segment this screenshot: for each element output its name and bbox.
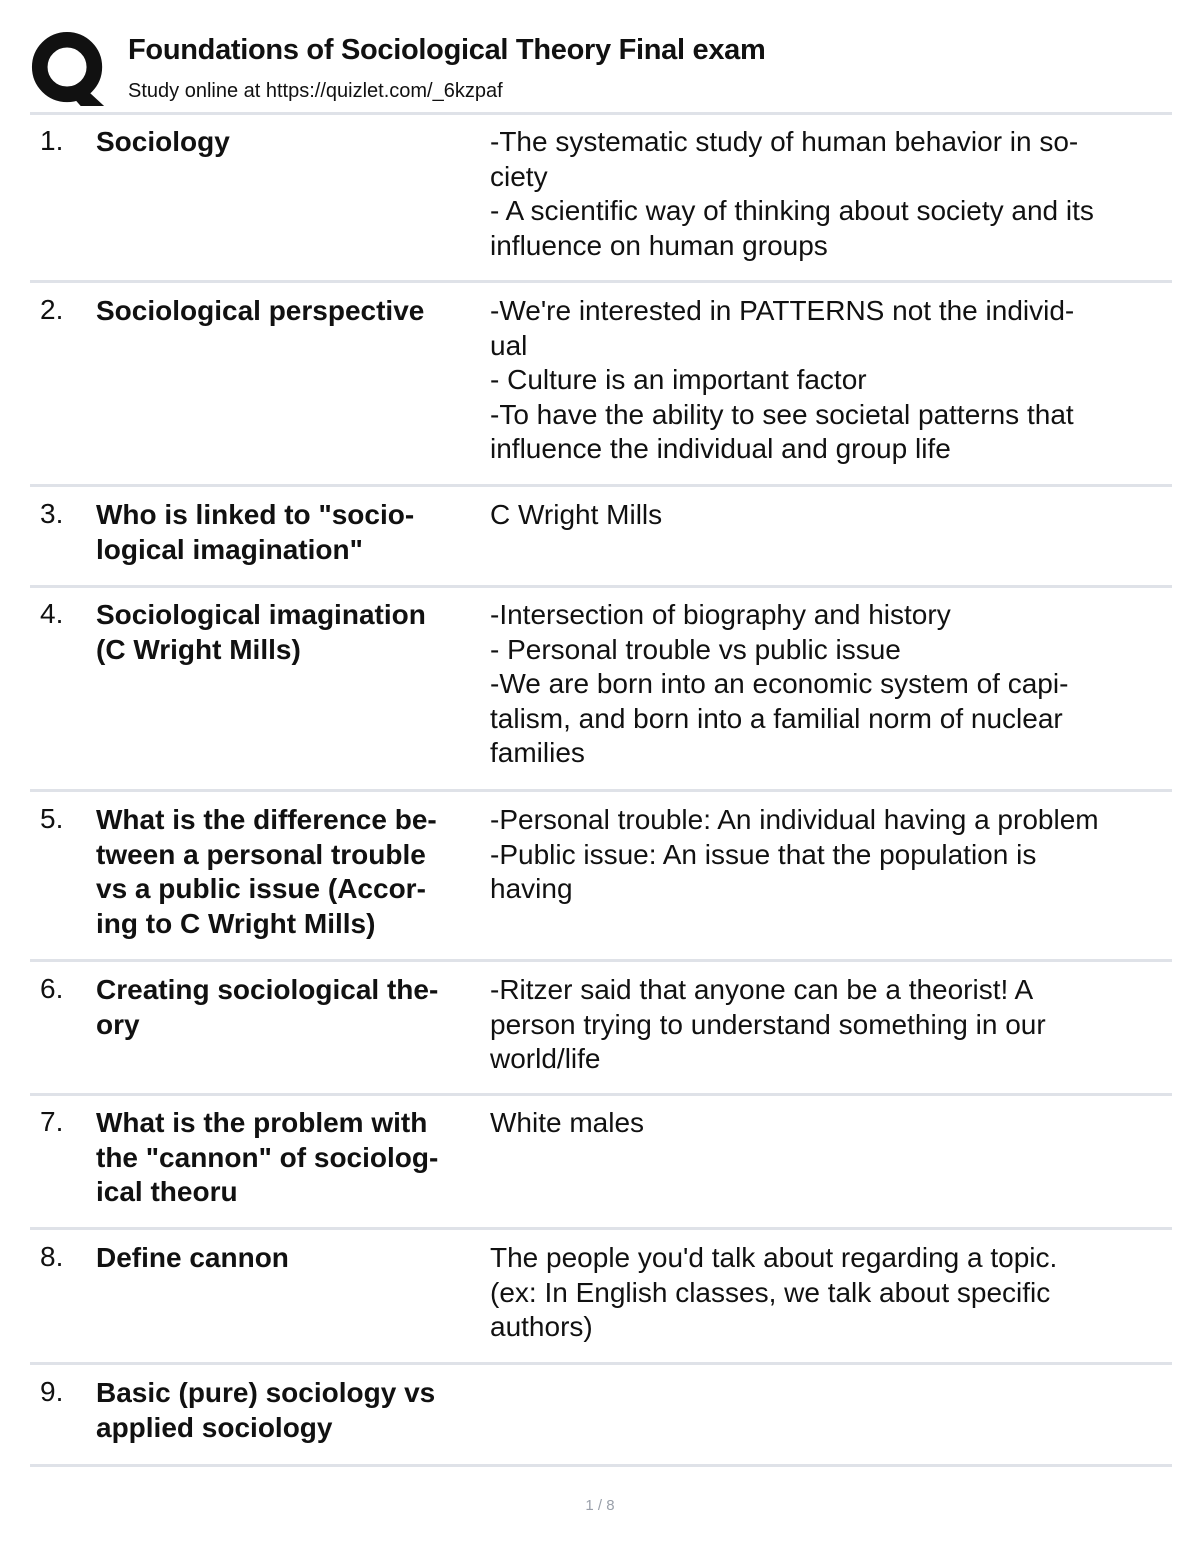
definition-line: - A scientific way of thinking about society and its (490, 195, 1094, 226)
card-number: 9. (40, 1376, 64, 1407)
definition-line: ual (490, 329, 528, 361)
term-line: Sociological imagination (96, 599, 426, 630)
definition-line: (ex: In English classes, we talk about specific (490, 1276, 1051, 1308)
card-number: 6. (40, 973, 64, 1004)
definition-line: C Wright Mills (490, 499, 663, 530)
card-number: 5. (40, 803, 64, 834)
document-subtitle (128, 80, 503, 103)
definition-line: -Intersection of biography and history (490, 599, 951, 630)
term-line: the "cannon" of sociolog- (96, 1141, 439, 1173)
card-definition (490, 498, 1166, 533)
definition-line: - Personal trouble vs public issue (490, 633, 901, 665)
card-term (96, 803, 486, 941)
definition-line: - Culture is an important factor (490, 364, 867, 395)
term-line: ical theoru (96, 1176, 238, 1207)
flashcard-row (30, 283, 1172, 487)
card-number: 7. (40, 1106, 64, 1137)
term-line: Creating sociological the- (96, 974, 439, 1005)
term-line: Basic (pure) sociology vs (96, 1377, 436, 1408)
term-line: Define cannon (96, 1242, 289, 1273)
card-term (96, 1241, 486, 1276)
card-term (96, 1376, 486, 1445)
subtitle-prefix: Study online at (128, 80, 266, 102)
definition-line: ciety (490, 160, 548, 192)
definition-line: families (490, 737, 585, 768)
definition-line: influence on human groups (490, 229, 828, 261)
card-definition (490, 1106, 1166, 1141)
term-line: Sociology (96, 126, 230, 157)
card-term (96, 598, 486, 667)
definition-line: The people you'd talk about regarding a topic. (490, 1242, 1058, 1273)
card-number: 2. (40, 294, 64, 325)
definition-line: White males (490, 1107, 645, 1138)
document-header (30, 28, 1172, 112)
flashcard-row (30, 962, 1172, 1096)
definition-line: -The systematic study of human behavior in so- (490, 126, 1079, 157)
page-indicator: 1 / 8 (585, 1497, 615, 1514)
term-line: ory (96, 1008, 140, 1040)
definition-line: person trying to understand something in our (490, 1008, 1046, 1040)
flashcard-row (30, 1230, 1172, 1365)
card-definition (490, 1241, 1166, 1345)
flashcard-row (30, 1096, 1172, 1230)
card-term (96, 498, 486, 567)
document-title: Foundations of Sociological Theory Final exam (128, 34, 766, 66)
flashcard-row (30, 588, 1172, 792)
term-line: ing to C Wright Mills) (96, 907, 376, 939)
card-term (96, 125, 486, 160)
card-number: 4. (40, 598, 64, 629)
flashcard-row (30, 487, 1172, 588)
card-term (96, 1106, 486, 1210)
card-number: 3. (40, 498, 64, 529)
definition-line: -We are born into an economic system of capi- (490, 668, 1069, 699)
quizlet-logo-icon (30, 30, 108, 108)
card-number: 1. (40, 125, 64, 156)
term-line: What is the difference be- (96, 804, 437, 835)
card-term (96, 294, 486, 329)
card-definition (490, 803, 1166, 907)
study-online-link[interactable]: https://quizlet.com/_6kzpaf (265, 80, 503, 102)
card-number: 8. (40, 1241, 64, 1272)
definition-line: -To have the ability to see societal patterns that (490, 398, 1074, 430)
definition-line: -Personal trouble: An individual having a problem (490, 804, 1099, 835)
term-line: tween a personal trouble (96, 838, 426, 870)
definition-line: -We're interested in PATTERNS not the individ- (490, 295, 1075, 326)
card-definition (490, 598, 1166, 771)
definition-line: influence the individual and group life (490, 433, 951, 464)
flashcard-row (30, 1365, 1172, 1467)
term-line: logical imagination" (96, 533, 363, 565)
term-line: (C Wright Mills) (96, 633, 301, 665)
term-line: Sociological perspective (96, 295, 425, 326)
term-line: Who is linked to "socio- (96, 499, 415, 530)
term-line: What is the problem with (96, 1107, 428, 1138)
definition-line: -Ritzer said that anyone can be a theorist! A (490, 974, 1034, 1005)
definition-line: having (490, 873, 573, 904)
card-term (96, 973, 486, 1042)
card-definition (490, 294, 1166, 467)
definition-line: authors) (490, 1311, 593, 1342)
card-definition (490, 973, 1166, 1077)
flashcard-row (30, 115, 1172, 283)
term-line: applied sociology (96, 1411, 333, 1443)
definition-line: -Public issue: An issue that the population is (490, 838, 1037, 870)
card-definition (490, 125, 1166, 263)
term-line: vs a public issue (Accor- (96, 873, 426, 904)
definition-line: world/life (490, 1043, 601, 1074)
definition-line: talism, and born into a familial norm of nuclear (490, 702, 1063, 734)
flashcard-row (30, 792, 1172, 962)
flashcard-list (30, 115, 1172, 1467)
